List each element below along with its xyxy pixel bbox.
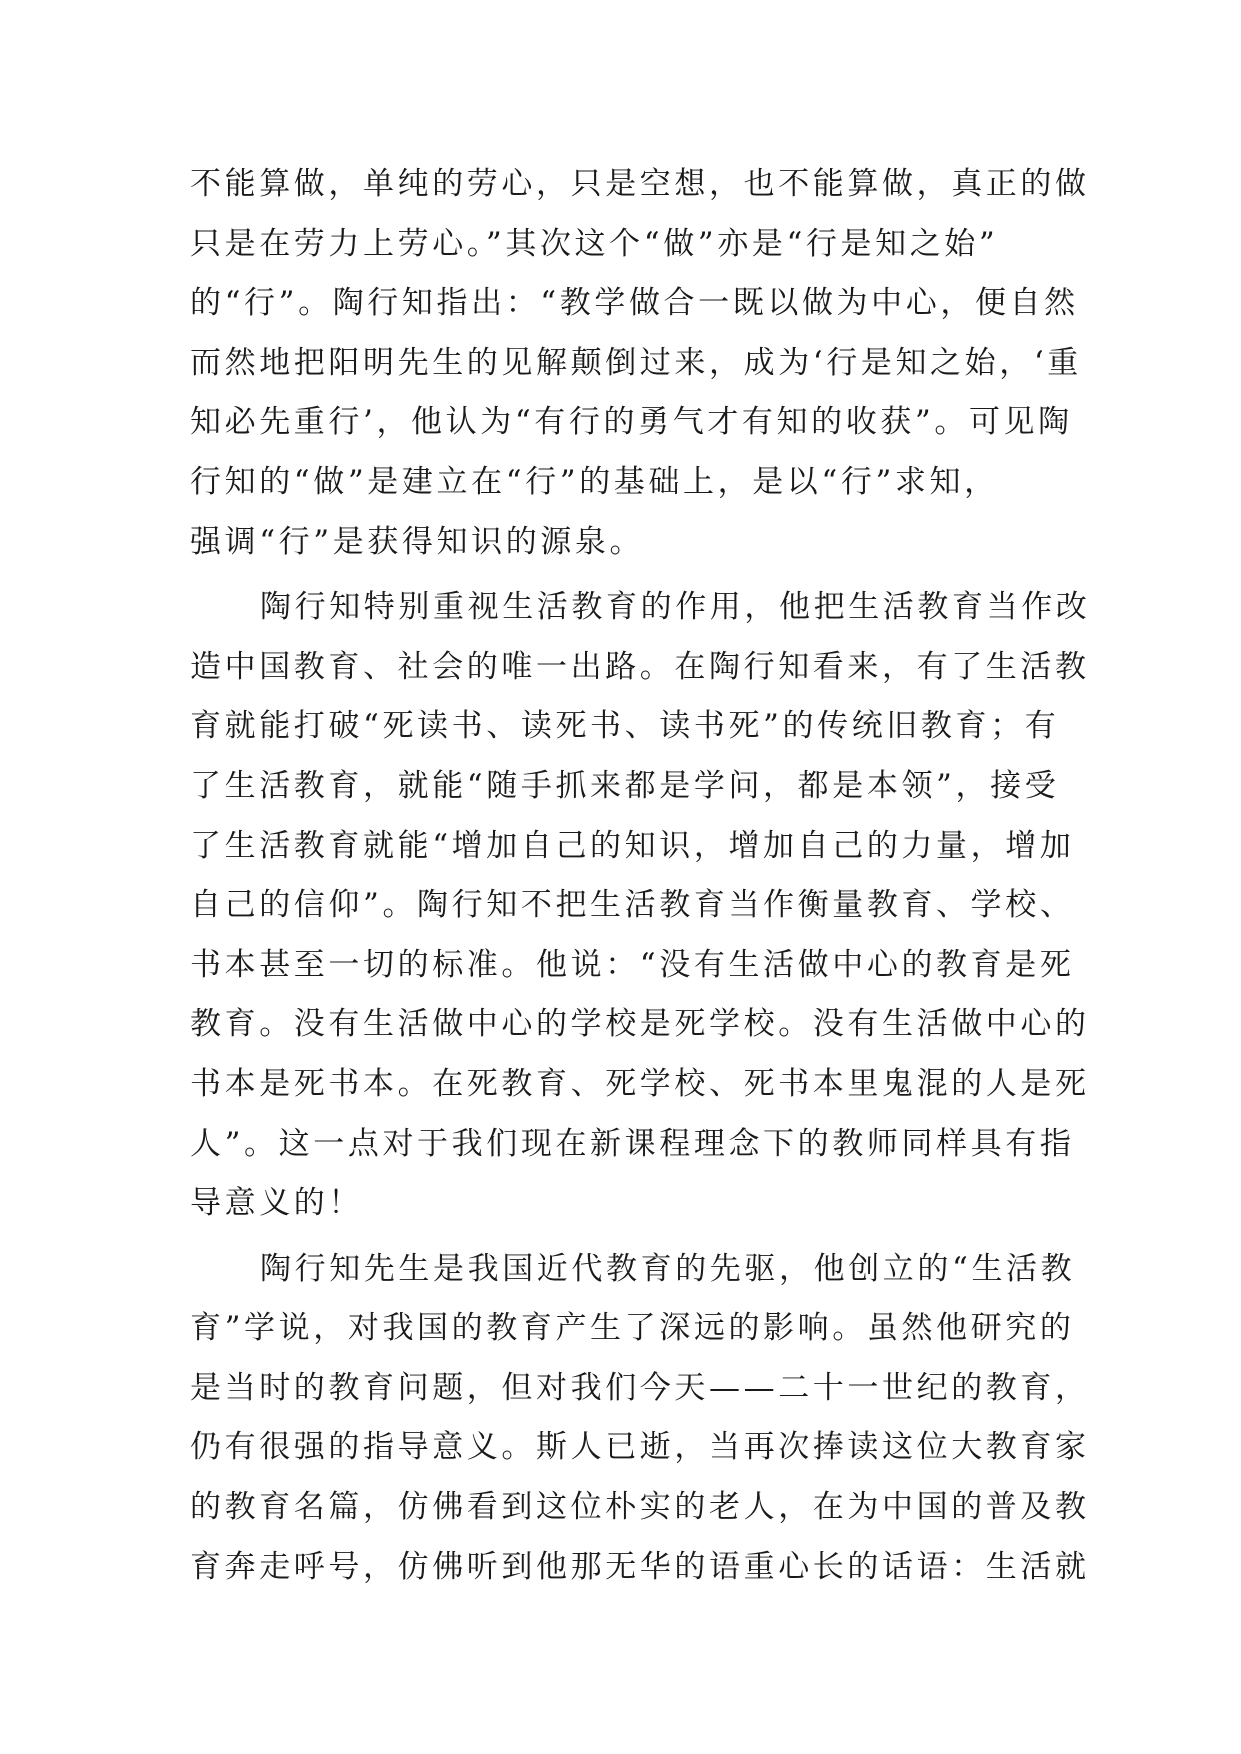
text-line: 书本甚至一切的标准。他说：“没有生活做中心的教育是死 xyxy=(190,946,1075,983)
text-line: 造中国教育、社会的唯一出路。在陶行知看来，有了生活教 xyxy=(190,648,1090,685)
paragraph xyxy=(190,578,1091,1234)
text-line: 人”。这一点对于我们现在新课程理念下的教师同样具有指 xyxy=(190,1125,1075,1162)
text-line: 导意义的！ xyxy=(190,1185,363,1222)
text-line: 的“行”。陶行知指出：“教学做合一既以做为中心，便自然 xyxy=(190,285,1079,322)
text-line: 育就能打破“死读书、读死书、读书死”的传统旧教育；有 xyxy=(190,708,1060,745)
text-line: 教育。没有生活做中心的学校是死学校。没有生活做中心的 xyxy=(190,1006,1090,1043)
text-line: 了生活教育就能“增加自己的知识，增加自己的力量，增加 xyxy=(190,827,1075,864)
text-line: 育奔走呼号，仿佛听到他那无华的语重心长的话语：生活就 xyxy=(190,1548,1090,1585)
text-line: 知必先重行’，他认为“有行的勇气才有知的收获”。可见陶 xyxy=(190,404,1073,441)
text-line: 而然地把阳明先生的见解颠倒过来，成为‘行是知之始，‘重 xyxy=(190,344,1082,381)
text-line: 强调“行”是获得知识的源泉。 xyxy=(190,523,645,560)
paragraph xyxy=(190,1240,1090,1598)
text-line: 只是在劳力上劳心。”其次这个“做”亦是“行是知之始” xyxy=(190,225,999,262)
text-line: 是当时的教育问题，但对我们今天——二十一世纪的教育， xyxy=(190,1369,1090,1406)
text-line: 育”学说，对我国的教育产生了深远的影响。虽然他研究的 xyxy=(190,1310,1075,1347)
text-line: 了生活教育，就能“随手抓来都是学问，都是本领”，接受 xyxy=(190,767,1060,804)
text-line: 陶行知先生是我国近代教育的先驱，他创立的“生活教 xyxy=(260,1250,1076,1287)
text-line: 书本是死书本。在死教育、死学校、死书本里鬼混的人是死 xyxy=(190,1065,1090,1102)
body-text xyxy=(190,155,1091,1597)
text-line: 的教育名篇，仿佛看到这位朴实的老人，在为中国的普及教 xyxy=(190,1489,1090,1526)
text-line: 陶行知特别重视生活教育的作用，他把生活教育当作改 xyxy=(260,589,1091,626)
text-line: 自己的信仰”。陶行知不把生活教育当作衡量教育、学校、 xyxy=(190,887,1075,924)
text-line: 仍有很强的指导意义。斯人已逝，当再次捧读这位大教育家 xyxy=(190,1429,1090,1466)
text-line: 不能算做，单纯的劳心，只是空想，也不能算做，真正的做 xyxy=(190,166,1090,202)
paragraph xyxy=(190,155,1090,572)
text-line: 行知的“做”是建立在“行”的基础上，是以“行”求知， xyxy=(190,463,999,500)
